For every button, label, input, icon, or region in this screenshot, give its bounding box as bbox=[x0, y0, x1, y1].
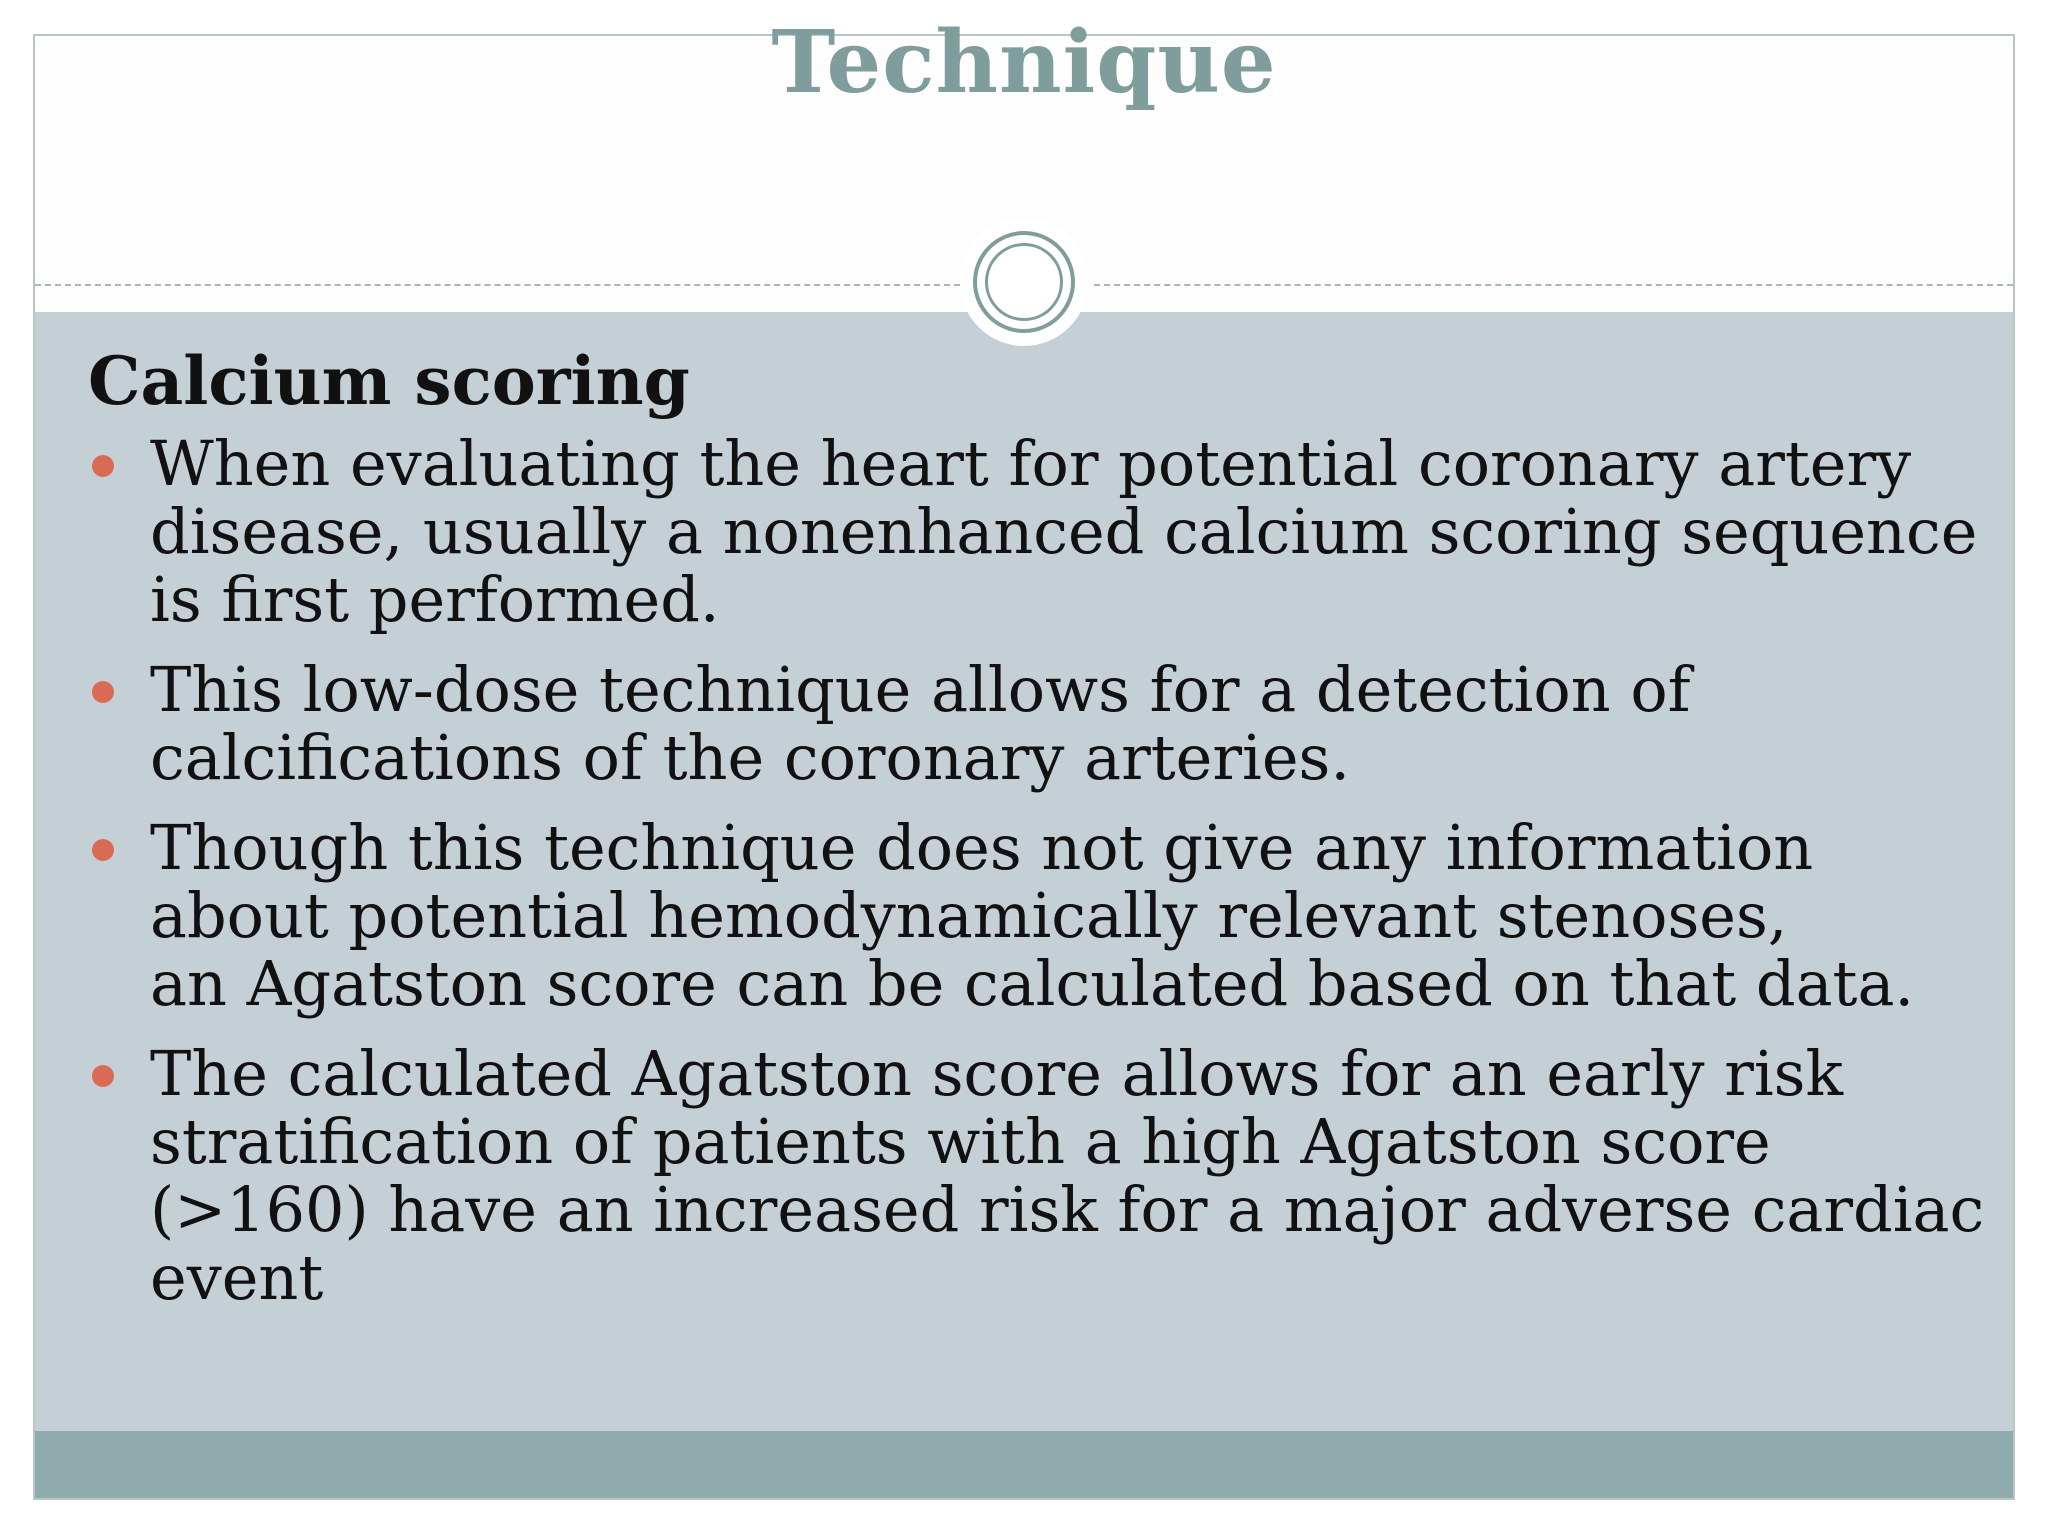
bullet-line: stratification of patients with a high Agatston score bbox=[150, 1105, 1771, 1178]
bullet-line: is first performed. bbox=[150, 563, 720, 636]
bullet-dot-icon bbox=[92, 1065, 114, 1087]
bullet-line: calcifications of the coronary arteries. bbox=[150, 721, 1351, 794]
title-divider-left bbox=[35, 284, 960, 286]
bullet-dot-icon bbox=[92, 455, 114, 477]
bullet-dot-icon bbox=[92, 839, 114, 861]
bullet-dot-icon bbox=[92, 681, 114, 703]
bullet-line: about potential hemodynamically relevant stenoses, bbox=[150, 879, 1788, 952]
circle-ornament-inner bbox=[985, 243, 1063, 321]
bullet-item bbox=[88, 427, 1988, 636]
bullet-item bbox=[88, 653, 1988, 794]
bullet-line: This low-dose technique allows for a detection of bbox=[150, 653, 1691, 726]
bullet-line: event bbox=[150, 1241, 324, 1314]
bullet-line: disease, usually a nonenhanced calcium scoring sequence bbox=[150, 495, 1978, 568]
title-divider-right bbox=[1094, 284, 2013, 286]
bullet-line: Though this technique does not give any information bbox=[150, 811, 1814, 884]
bullet-line: (>160) have an increased risk for a major adverse cardiac bbox=[150, 1173, 1985, 1246]
bullet-line: When evaluating the heart for potential coronary artery bbox=[150, 427, 1912, 500]
section-heading: Calcium scoring bbox=[88, 342, 690, 420]
slide-title: Technique bbox=[771, 12, 1277, 113]
bullet-line: The calculated Agatston score allows for an early risk bbox=[150, 1037, 1844, 1110]
bullet-item bbox=[88, 1037, 1988, 1314]
bullet-list bbox=[88, 427, 1988, 1334]
bullet-line: an Agatston score can be calculated based on that data. bbox=[150, 947, 1915, 1020]
footer-band bbox=[35, 1431, 2013, 1498]
bullet-item bbox=[88, 811, 1988, 1020]
